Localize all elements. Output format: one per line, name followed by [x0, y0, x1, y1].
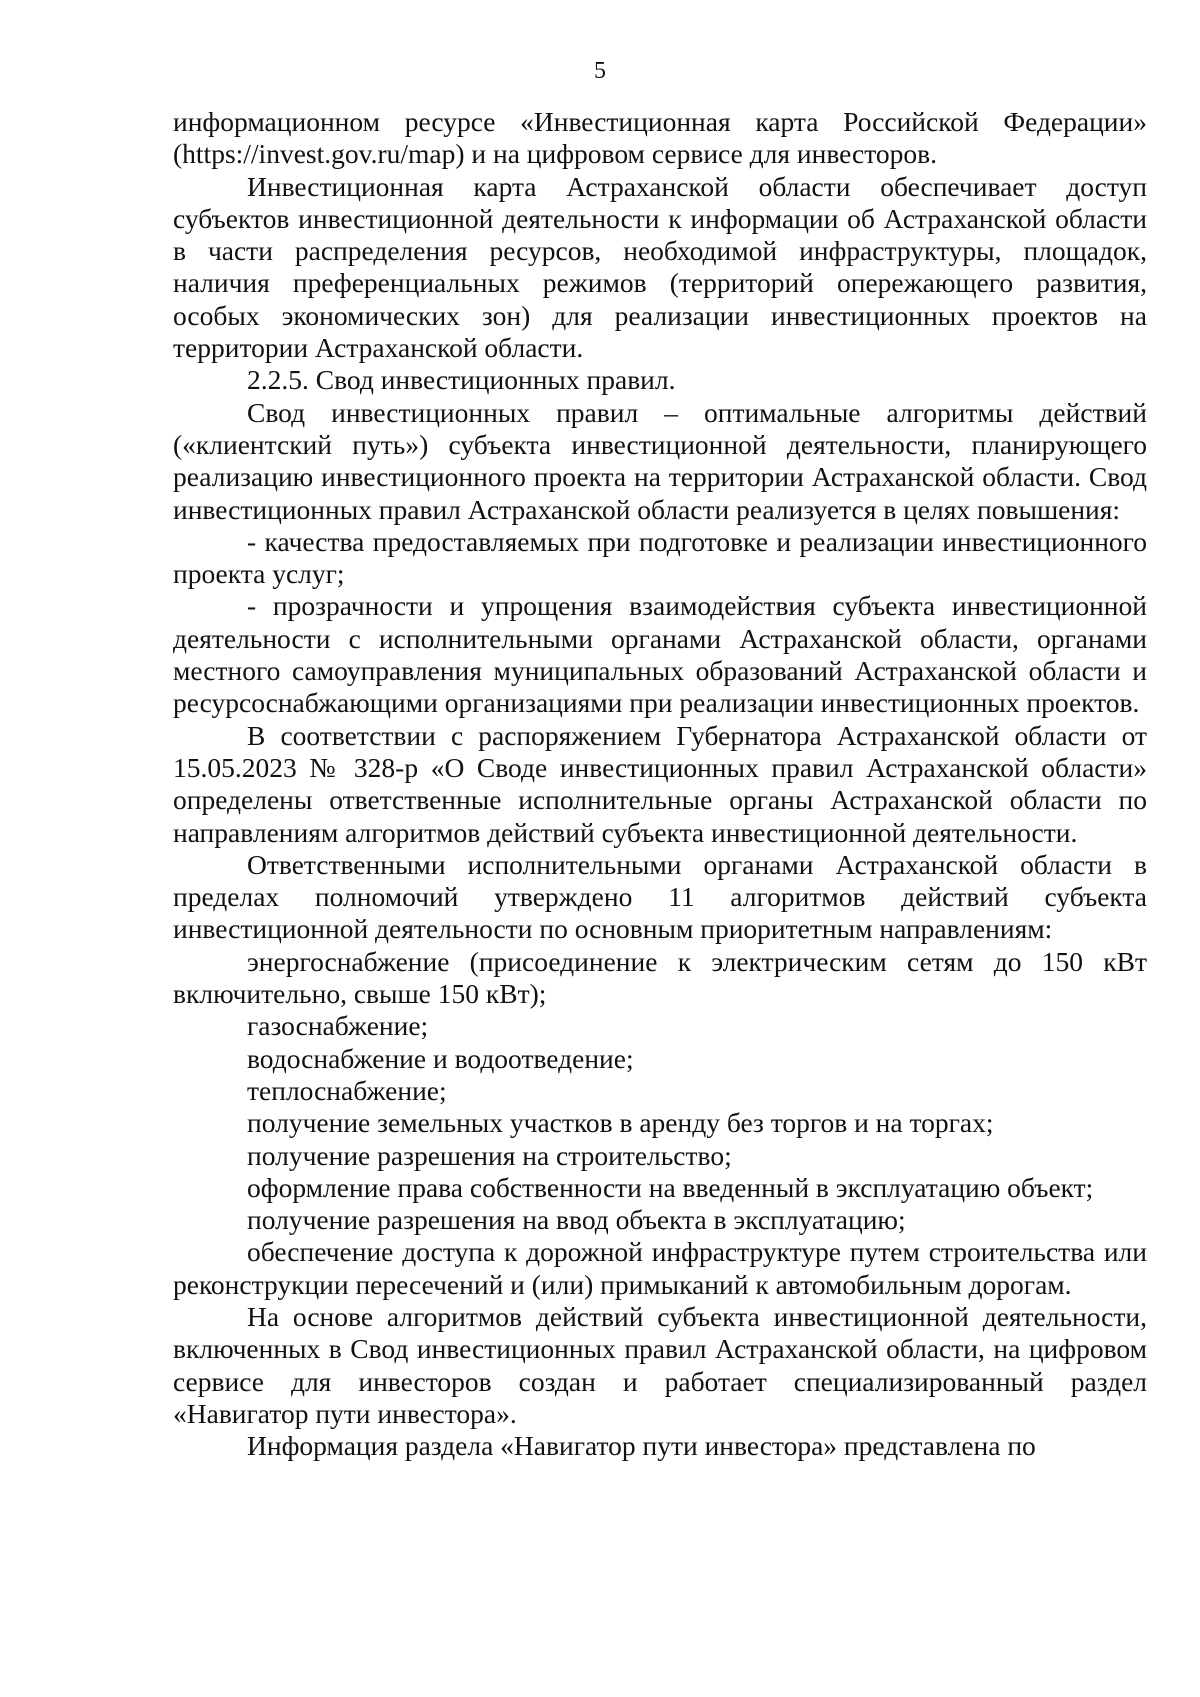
document-body: [173, 106, 1147, 1462]
list-item: получение разрешения на ввод объекта в эксплуатацию;: [247, 1204, 906, 1236]
paragraph: - прозрачности и упрощения взаимодействия субъекта инвестиционной деятельности с исполнительными органами Астраханской области, органами местного самоуправления муниципальных образований Астраханской области и ресурсоснабжающими организациями при реализации инвестиционных проектов.: [173, 590, 1147, 719]
paragraph: энергоснабжение (присоединение к электрическим сетям до 150 кВт включительно, свыше 150 кВт);: [173, 945, 1147, 1010]
list-item: теплоснабжение;: [247, 1074, 447, 1106]
paragraph: Инвестиционная карта Астраханской области обеспечивает доступ субъектов инвестиционной деятельности к информации об Астраханской области в части распределения ресурсов, необходимой инфраструктуры, площадок, наличия преференциальных режимов (территорий опережающего развития, особых экономических зон) для реализации инвестиционных проектов на территории Астраханской области.: [173, 170, 1147, 364]
paragraph: В соответствии с распоряжением Губернатора Астраханской области от 15.05.2023 № 328-р «О Своде инвестиционных правил Астраханской области» определены ответственные исполнительные органы Астраханской области по направлениям алгоритмов действий субъекта инвестиционной деятельности.: [173, 719, 1147, 848]
page-number: 5: [594, 58, 606, 84]
paragraph: - качества предоставляемых при подготовке и реализации инвестиционного проекта услуг;: [173, 525, 1147, 590]
list-item: оформление права собственности на введенный в эксплуатацию объект;: [247, 1171, 1094, 1203]
list-item: получение разрешения на строительство;: [247, 1139, 732, 1171]
list-item: водоснабжение и водоотведение;: [247, 1042, 634, 1074]
paragraph: Информация раздела «Навигатор пути инвестора» представлена по: [247, 1430, 1036, 1462]
list-item: газоснабжение;: [247, 1010, 429, 1042]
paragraph: обеспечение доступа к дорожной инфраструктуре путем строительства или реконструкции пересечений и (или) примыканий к автомобильным дорогам.: [173, 1236, 1147, 1300]
paragraph: информационном ресурсе «Инвестиционная карта Российской Федерации» (https://invest.gov.ru/map) и на цифровом сервисе для инвесторов.: [173, 106, 1147, 170]
paragraph: 2.2.5. Свод инвестиционных правил.: [247, 364, 676, 396]
paragraph: Свод инвестиционных правил – оптимальные алгоритмы действий («клиентский путь») субъекта инвестиционной деятельности, планирующего реализацию инвестиционного проекта на территории Астраханской области. Свод инвестиционных правил Астраханской области реализуется в целях повышения:: [173, 396, 1147, 525]
paragraph: Ответственными исполнительными органами Астраханской области в пределах полномочий утверждено 11 алгоритмов действий субъекта инвестиционной деятельности по основным приоритетным направлениям:: [173, 848, 1147, 945]
paragraph: На основе алгоритмов действий субъекта инвестиционной деятельности, включенных в Свод инвестиционных правил Астраханской области, на цифровом сервисе для инвесторов создан и работает специализированный раздел «Навигатор пути инвестора».: [173, 1300, 1147, 1429]
list-item: получение земельных участков в аренду без торгов и на торгах;: [247, 1107, 994, 1139]
